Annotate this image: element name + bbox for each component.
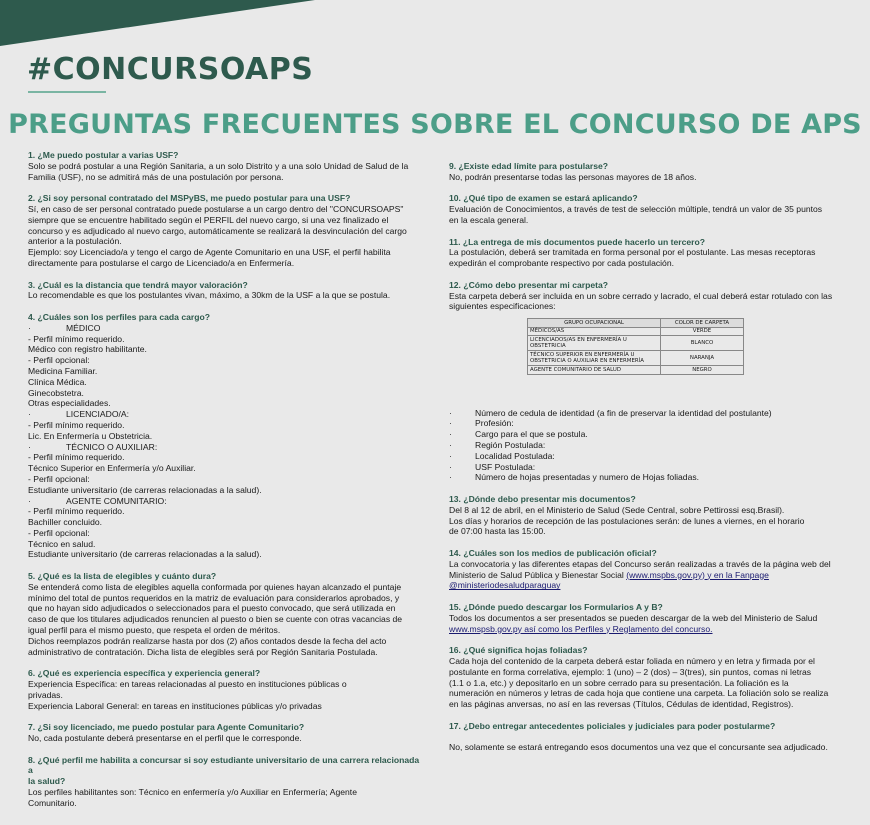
table-cell-color: VERDE — [661, 327, 744, 336]
page-title: PREGUNTAS FRECUENTES SOBRE EL CONCURSO DE APS — [8, 109, 862, 140]
question-14: 14. ¿Cuáles son los medios de publicación oficial? — [449, 548, 657, 559]
question-9: 9. ¿Existe edad límite para postularse? — [449, 161, 609, 171]
answer-6: Experiencia Específica: en tareas relacionadas al puesto en instituciones públicas o privadas. Experiencia Laboral General: en tareas en instituciones públicas y/o privadas — [28, 679, 347, 711]
table-cell-color: NEGRO — [661, 366, 744, 375]
profile-tecnico-body: - Perfil mínimo requerido. Técnico Superior en Enfermería y/o Auxiliar. - Perfil opcional: Estudiante universitario (de carreras relacionadas a la salud). — [28, 452, 262, 495]
table-header-group: GRUPO OCUPACIONAL — [528, 319, 661, 328]
answer-5: Se entenderá como lista de elegibles aquella conformada por quienes hayan alcanzado el puntaje mínimo del total de puntos requeridos en la matriz de evaluación para considerarlos aprobados, y que no hayan sido adjudicados o seleccionados para el puesto convocado, que será utilizada en caso de que los titulares adjudicados renuncien al puesto o bien se cuente con otras vacancias de igual perfil para el mismo puesto, que respeta el orden de méritos. Dichos reemplazos podrán realizarse hasta por dos (2) años contados desde la fecha del acto administrativo de contratación. Dicha lista de elegibles será por Región Sanitaria Postulada. — [28, 581, 403, 657]
answer-3: Lo recomendable es que los postulantes vivan, máximo, a 30km de la USF a la que se postula. — [28, 290, 391, 301]
list-item: · Número de hojas presentadas y numero de Hojas foliadas. — [449, 472, 700, 483]
list-item: · Cargo para el que se postula. — [449, 429, 588, 440]
answer-8: Los perfiles habilitantes son: Técnico en enfermería y/o Auxiliar en Enfermería; Agente Comunitario. — [28, 787, 357, 808]
answer-15: Todos los documentos a ser presentados se pueden descargar de la web del Ministerio de Salud — [449, 612, 818, 623]
list-item: · Profesión: — [449, 418, 514, 429]
question-17: 17. ¿Debo entregar antecedentes policiales y judiciales para poder postularme? — [449, 720, 776, 731]
top-banner — [0, 0, 315, 46]
answer-14: La convocatoria y las diferentes etapas del Concurso serán realizadas a través de la página web del Ministerio de Salud Pública y Bienestar Social (www.mspbs.gov.py) y en la Fanpage @ministeriodesaludparaguay — [449, 558, 831, 591]
folder-color-table — [527, 318, 744, 375]
profile-licenciado-body: - Perfil mínimo requerido. Lic. En Enfermería u Obstetricia. — [28, 419, 153, 441]
table-cell-color: NARANJA — [661, 351, 744, 366]
hashtag-underline — [28, 91, 106, 93]
download-link[interactable]: www.mspsb.gov.py así como los Perfiles y Reglamento del concurso. — [449, 623, 713, 634]
answer-17: No, solamente se estará entregando esos documentos una vez que el concursante sea adjudicado. — [449, 742, 828, 753]
question-6: 6. ¿Qué es experiencia específica y experiencia general? — [28, 668, 261, 679]
list-item: · Región Postulada: — [449, 440, 546, 451]
left-column — [28, 150, 420, 809]
answer-12: Esta carpeta deberá ser incluida en un sobre cerrado y lacrado, el cual deberá estar rotulado con las siguientes especificaciones: — [449, 290, 833, 312]
hashtag-title: #CONCURSOAPS — [27, 52, 314, 87]
table-cell-color: BLANCO — [661, 336, 744, 351]
question-11: 11. ¿La entrega de mis documentos puede hacerlo un tercero? — [449, 236, 705, 247]
fanpage-link[interactable]: @ministeriodesaludparaguay — [449, 580, 561, 591]
question-8: 8. ¿Qué perfil me habilita a concursar si soy estudiante universitario de una carrera relacionada a la salud? — [28, 754, 420, 787]
table-header-color: COLOR DE CARPETA — [661, 319, 744, 328]
profile-licenciado: · LICENCIADO/A: — [28, 409, 130, 420]
question-4: 4. ¿Cuáles son los perfiles para cada cargo? — [28, 311, 210, 322]
answer-2: Sí, en caso de ser personal contratado puede postularse a un cargo dentro del "CONCURSOAPS" siempre que se encuentre habilitado según el PERFIL del nuevo cargo, si una vez finalizado el concurso y es adjudicado al nuevo cargo, automáticamente se realizará la desvinculación del cargo anterior a la postulación. Ejemplo: soy Licenciado/a y tengo el cargo de Agente Comunitario en una USF, el perfil habilita directamente para postularse el cargo de Licenciado/a en Enfermería. — [28, 203, 407, 268]
question-12: 12. ¿Cómo debo presentar mi carpeta? — [449, 279, 609, 290]
profile-tecnico: · TÉCNICO O AUXILIAR: — [28, 441, 158, 452]
table-cell-group: LICENCIADOS/AS EN ENFERMERÍA U OBSTETRICIA — [528, 336, 661, 351]
answer-1: Solo se podrá postular a una Región Sanitaria, a un solo Distrito y a una solo Unidad de Salud de la Familia (USF), no se admitirá más de una postulación por persona. — [28, 160, 409, 182]
table-cell-group: TÉCNICO SUPERIOR EN ENFERMERÍA U OBSTETRICIA O AUXILIAR EN ENFERMERÍA — [528, 351, 661, 366]
profile-medico-body: - Perfil mínimo requerido. Médico con registro habilitante. - Perfil opcional: Medicina Familiar. Clínica Médica. Ginecobstetra. Otras especialidades. — [28, 333, 147, 409]
question-2: 2. ¿Si soy personal contratado del MSPyBS, me puedo postular para una USF? — [28, 193, 351, 204]
question-16: 16. ¿Qué significa hojas foliadas? — [449, 645, 588, 656]
table-cell-group: MÉDICOS/AS — [528, 327, 661, 336]
answer-10: Evaluación de Conocimientos, a través de test de selección múltiple, tendrá un valor de 35 puntos en la escala general. — [449, 204, 823, 225]
question-1: 1. ¿Me puedo postular a varias USF? — [28, 150, 179, 160]
table-cell-group: AGENTE COMUNITARIO DE SALUD — [528, 366, 661, 375]
question-7: 7. ¿Si soy licenciado, me puedo postular para Agente Comunitario? — [28, 722, 305, 733]
question-10: 10. ¿Qué tipo de examen se estará aplicando? — [449, 193, 638, 204]
answer-7: No, cada postulante deberá presentarse en el perfil que le corresponde. — [28, 733, 302, 744]
question-15: 15. ¿Dónde puedo descargar los Formularios A y B? — [449, 602, 663, 612]
question-13: 13. ¿Dónde debo presentar mis documentos? — [449, 494, 636, 505]
profile-agente-body: - Perfil mínimo requerido. Bachiller concluido. - Perfil opcional: Técnico en salud. Estudiante universitario (de carreras relacionadas a la salud). — [28, 506, 262, 560]
list-item: · USF Postulada: — [449, 461, 536, 472]
list-item: · Número de cedula de identidad (a fin de preservar la identidad del postulante) — [449, 407, 772, 418]
answer-13: Del 8 al 12 de abril, en el Ministerio de Salud (Sede Central, sobre Pettirossi esq.Brasil). Los días y horarios de recepción de las postulaciones serán: de lunes a viernes, en el horario de 07:00 hasta las 15:00. — [449, 504, 805, 537]
folder-requirements-list — [449, 408, 847, 484]
question-3: 3. ¿Cuál es la distancia que tendrá mayor valoración? — [28, 279, 248, 290]
answer-9: No, podrán presentarse todas las personas mayores de 18 años. — [449, 171, 697, 182]
right-column — [449, 161, 847, 753]
profile-agente: · AGENTE COMUNITARIO: — [28, 495, 167, 506]
question-5: 5. ¿Qué es la lista de elegibles y cuánto dura? — [28, 571, 217, 582]
answer-16: Cada hoja del contenido de la carpeta deberá estar foliada en número y en letra y firmada por el postulante en forma correlativa, ejemplo: 1 (uno) – 2 (dos) – 3(tres), sin puntos, comas ni letras (1.1 o 1.a, etc.) y depositarlo en un sobre cerrado para su presentación. La foliación es la numeración en números y letras de cada hoja que contiene una carpeta. La foliación solo se realiza en las páginas anversas, no así en las reversas (Títulos, Cédulas de identidad, Registros). — [449, 655, 829, 710]
mspbs-link[interactable]: (www.mspbs.gov.py) y en la Fanpage — [626, 569, 769, 580]
profile-medico: · MÉDICO — [28, 322, 101, 333]
list-item: · Localidad Postulada: — [449, 450, 555, 461]
answer-11: La postulación, deberá ser tramitada en forma personal por el postulante. Las mesas receptoras expedirán el comprobante respectivo por cada postulación. — [449, 247, 816, 269]
